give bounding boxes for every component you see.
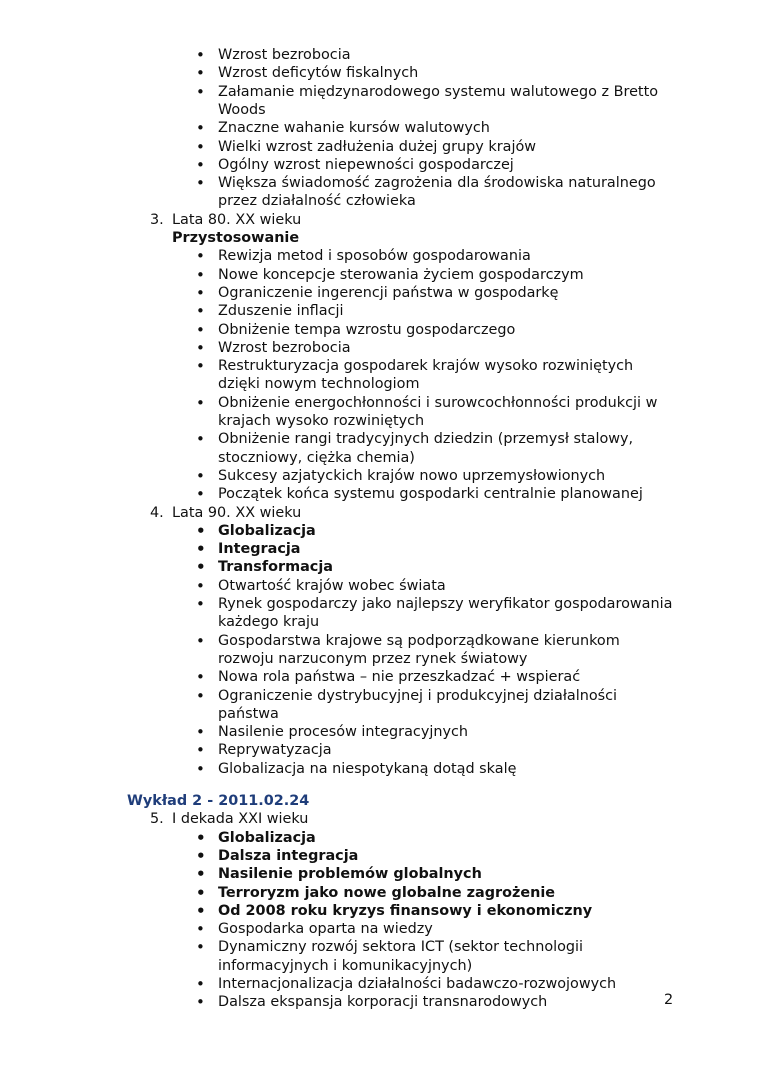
list-item: • Ogólny wzrost niepewności gospodarczej: [218, 156, 514, 174]
list-item: • Globalizacja: [218, 829, 316, 847]
list-item: • Sukcesy azjatyckich krajów nowo uprzemysłowionych: [218, 467, 605, 485]
list-item: • Restrukturyzacja gospodarek krajów wysoko rozwiniętych: [218, 357, 633, 375]
list-item-continuation: informacyjnych i komunikacyjnych): [218, 957, 473, 974]
list-item: • Wzrost bezrobocia: [218, 339, 351, 357]
list-item: • Internacjonalizacja działalności badawczo-rozwojowych: [218, 975, 616, 993]
list-item: • Globalizacja: [218, 522, 316, 540]
list-item: • Wzrost deficytów fiskalnych: [218, 64, 418, 82]
list-item: • Obniżenie rangi tradycyjnych dziedzin (przemysł stalowy,: [218, 430, 633, 448]
list-item-continuation: Woods: [218, 101, 266, 118]
section-subtitle: Przystosowanie: [172, 230, 300, 246]
list-item-continuation: rozwoju narzuconym przez rynek światowy: [218, 650, 528, 667]
list-item: • Dynamiczny rozwój sektora ICT (sektor technologii: [218, 938, 583, 956]
list-item: • Reprywatyzacja: [218, 741, 332, 759]
section-title: I dekada XXI wieku: [172, 811, 309, 828]
list-item: • Rewizja metod i sposobów gospodarowania: [218, 247, 531, 265]
list-item: • Gospodarstwa krajowe są podporządkowane kierunkom: [218, 632, 620, 650]
list-item: • Obniżenie tempa wzrostu gospodarczego: [218, 321, 515, 339]
section-number: 3.: [150, 211, 164, 228]
list-item: • Globalizacja na niespotykaną dotąd skalę: [218, 760, 516, 778]
list-item: • Zduszenie inflacji: [218, 302, 343, 320]
list-item-continuation: dzięki nowym technologiom: [218, 376, 420, 393]
list-item-continuation: przez działalność człowieka: [218, 193, 416, 210]
list-item: • Ograniczenie dystrybucyjnej i produkcyjnej działalności: [218, 687, 617, 705]
list-item-continuation: stoczniowy, ciężka chemia): [218, 449, 415, 466]
section-number: 5.: [150, 811, 164, 828]
list-item: • Dalsza ekspansja korporacji transnarodowych: [218, 993, 547, 1011]
section-heading-5: [150, 810, 308, 828]
list-item: • Terroryzm jako nowe globalne zagrożenie: [218, 884, 555, 902]
section-heading-3: [150, 211, 301, 229]
list-item-continuation: każdego kraju: [218, 614, 320, 631]
section-heading-4: [150, 504, 301, 522]
list-item: • Rynek gospodarczy jako najlepszy weryfikator gospodarowania: [218, 595, 672, 613]
section-number: 4.: [150, 504, 164, 521]
page-number: 2: [664, 992, 674, 1008]
list-item: • Integracja: [218, 540, 301, 558]
list-item: • Znaczne wahanie kursów walutowych: [218, 119, 490, 137]
section-title: Lata 80. XX wieku: [172, 211, 302, 228]
list-item: • Transformacja: [218, 558, 333, 576]
list-item: • Dalsza integracja: [218, 847, 358, 865]
list-item: • Ograniczenie ingerencji państwa w gospodarkę: [218, 284, 559, 302]
list-item: • Wzrost bezrobocia: [218, 46, 351, 64]
list-item-continuation: krajach wysoko rozwiniętych: [218, 413, 425, 429]
section-title: Lata 90. XX wieku: [172, 504, 302, 521]
list-item: • Nasilenie problemów globalnych: [218, 865, 482, 883]
list-item: • Gospodarka oparta na wiedzy: [218, 920, 433, 938]
lecture-heading: Wykład 2 - 2011.02.24: [127, 793, 310, 809]
list-item: • Otwartość krajów wobec świata: [218, 577, 446, 595]
list-item: • Od 2008 roku kryzys finansowy i ekonomiczny: [218, 902, 592, 920]
list-item: • Nowe koncepcje sterowania życiem gospodarczym: [218, 266, 584, 284]
list-item: • Obniżenie energochłonności i surowcochłonności produkcji w: [218, 394, 657, 412]
list-item: • Większa świadomość zagrożenia dla środowiska naturalnego: [218, 174, 656, 192]
list-item: • Nowa rola państwa – nie przeszkadzać + wspierać: [218, 668, 580, 686]
list-item: • Początek końca systemu gospodarki centralnie planowanej: [218, 485, 643, 503]
list-item-continuation: państwa: [218, 705, 279, 722]
list-item: • Nasilenie procesów integracyjnych: [218, 723, 468, 741]
list-item: • Wielki wzrost zadłużenia dużej grupy krajów: [218, 138, 536, 156]
list-item: • Załamanie międzynarodowego systemu walutowego z Bretto: [218, 83, 658, 101]
